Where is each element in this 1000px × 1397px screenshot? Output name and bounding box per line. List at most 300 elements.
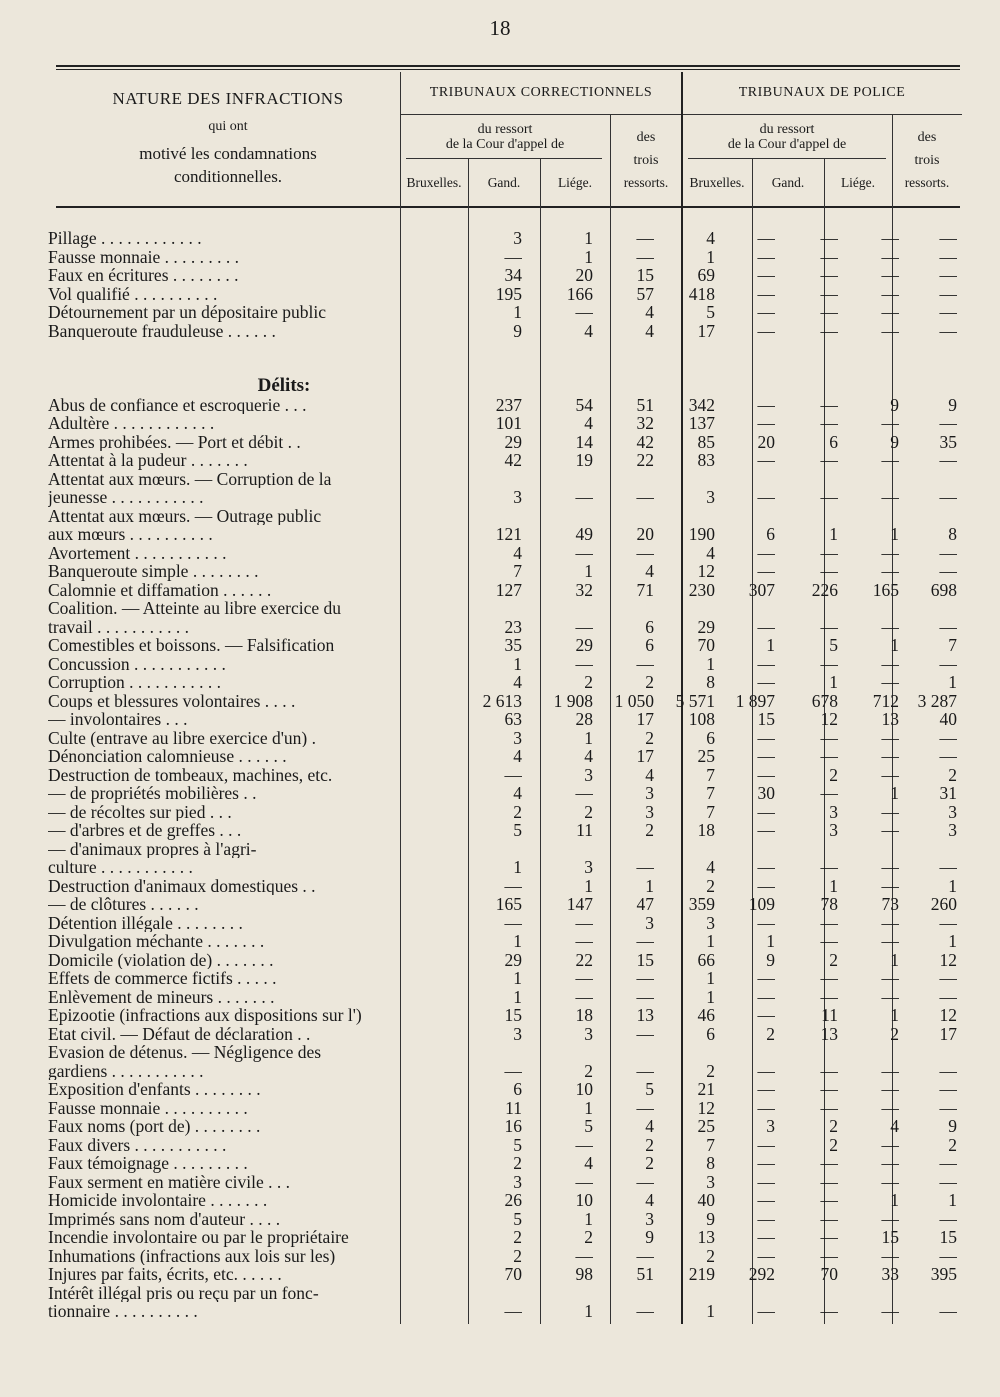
page-number: 18: [489, 16, 511, 40]
cell-col-4: 25: [697, 1117, 715, 1136]
cell-col-4: 25: [697, 747, 715, 766]
cell-col-8: —: [939, 414, 957, 433]
cell-col-4: [654, 359, 715, 378]
cell-col-2: —: [575, 1172, 593, 1191]
table-row: [48, 636, 957, 655]
cell-col-1: 1: [513, 987, 522, 1006]
cell-col-2: 2: [584, 1061, 593, 1080]
cell-col-2: 1: [584, 876, 593, 895]
cell-col-1: —: [504, 1061, 522, 1080]
cell-col-4: 3: [706, 913, 715, 932]
infraction-label: Attentat aux mœurs. — Corruption de la: [48, 469, 332, 488]
cell-col-4: [654, 377, 715, 396]
cell-col-3: 2: [645, 728, 654, 747]
table-row: [48, 655, 957, 674]
cell-col-8: 3: [948, 821, 957, 840]
cell-col-8: —: [939, 987, 957, 1006]
cell-col-2: —: [575, 617, 593, 636]
cell-col-3: 3: [645, 1209, 654, 1228]
cell-col-4: 137: [688, 414, 715, 433]
cell-col-6: [775, 507, 838, 526]
cell-col-2: [522, 599, 593, 618]
infraction-label: — de récoltes sur pied . . .: [48, 802, 232, 821]
infraction-label: [48, 340, 460, 359]
cell-col-6: —: [820, 932, 838, 951]
cell-col-5: —: [757, 802, 775, 821]
infraction-label: Epizootie (infractions aux dispositions sur l'): [48, 1006, 362, 1025]
cell-col-5: —: [757, 1172, 775, 1191]
infraction-label: Destruction d'animaux domestiques . .: [48, 876, 316, 895]
cell-col-8: —: [939, 969, 957, 988]
cell-col-7: 1: [890, 1006, 899, 1025]
cell-col-3: —: [636, 247, 654, 266]
cell-col-3: 6: [645, 636, 654, 655]
cell-col-3: 71: [636, 580, 654, 599]
cell-col-8: 395: [930, 1265, 957, 1284]
cell-col-7: —: [881, 451, 899, 470]
cell-col-3: [593, 840, 654, 859]
cell-col-7: —: [881, 229, 899, 248]
cell-col-8: 12: [939, 950, 957, 969]
cell-col-6: 678: [811, 691, 838, 710]
cell-col-4: [654, 840, 715, 859]
cell-col-8: —: [939, 913, 957, 932]
cell-col-8: —: [939, 1154, 957, 1173]
ressort-line2-correctionnels: de la Cour d'appel de: [445, 137, 565, 152]
cell-col-4: [654, 599, 715, 618]
cell-col-5: [715, 340, 775, 359]
cell-col-4: 12: [697, 1098, 715, 1117]
table-row: [48, 599, 957, 618]
cell-col-5: —: [757, 765, 775, 784]
cell-col-7: —: [881, 876, 899, 895]
cell-col-4: 1: [706, 1302, 715, 1321]
cell-col-6: 6: [829, 432, 838, 451]
infraction-label: Imprimés sans nom d'auteur . . . .: [48, 1209, 281, 1228]
cell-col-3: 47: [636, 895, 654, 914]
infraction-label: Pillage . . . . . . . . . . . .: [48, 229, 202, 248]
cell-col-1: 121: [495, 525, 522, 544]
cell-col-6: [775, 470, 838, 489]
cell-col-6: [775, 599, 838, 618]
cell-col-7: —: [881, 303, 899, 322]
cell-col-7: 712: [872, 691, 899, 710]
table-row: [48, 1302, 957, 1321]
cell-col-7: 1: [890, 1191, 899, 1210]
cell-col-2: 3: [584, 858, 593, 877]
table-row: [48, 322, 957, 341]
cell-col-4: 85: [697, 432, 715, 451]
cell-col-6: 70: [820, 1265, 838, 1284]
cell-col-2: 1: [584, 247, 593, 266]
cell-col-2: 4: [584, 747, 593, 766]
cell-col-4: 342: [688, 395, 715, 414]
cell-col-5: 307: [748, 580, 775, 599]
cell-col-5: —: [757, 229, 775, 248]
cell-col-8: 260: [930, 895, 957, 914]
cell-col-7: —: [881, 765, 899, 784]
infraction-label: Détournement par un dépositaire public: [48, 303, 326, 322]
infraction-label: Faux divers . . . . . . . . . . .: [48, 1135, 227, 1154]
cell-col-2: 5: [584, 1117, 593, 1136]
cell-col-4: 1: [706, 987, 715, 1006]
cell-col-8: —: [939, 1302, 957, 1321]
cell-col-2: 10: [575, 1191, 593, 1210]
cell-col-6: —: [820, 284, 838, 303]
cell-col-1: —: [504, 913, 522, 932]
cell-col-4: 4: [706, 858, 715, 877]
cell-col-7: [838, 377, 899, 396]
cell-col-1: [460, 377, 522, 396]
cell-col-7: —: [881, 987, 899, 1006]
cell-col-5: —: [757, 821, 775, 840]
cell-col-1: [460, 1284, 522, 1303]
cell-col-3: 4: [645, 765, 654, 784]
infraction-label: Destruction de tombeaux, machines, etc.: [48, 765, 333, 784]
cell-col-8: [899, 340, 957, 359]
cell-col-6: —: [820, 229, 838, 248]
cell-col-6: —: [820, 1209, 838, 1228]
cell-col-4: 359: [688, 895, 715, 914]
cell-col-7: —: [881, 728, 899, 747]
table-row: [48, 507, 957, 526]
cell-col-3: 51: [636, 395, 654, 414]
infraction-label: — involontaires . . .: [48, 710, 188, 729]
cell-col-6: 78: [820, 895, 838, 914]
table-row: [48, 451, 957, 470]
cell-col-2: 32: [575, 580, 593, 599]
cell-col-8: —: [939, 321, 957, 340]
infraction-label: Dénonciation calomnieuse . . . . . .: [48, 747, 287, 766]
cell-col-6: 226: [811, 580, 838, 599]
infraction-label: Concussion . . . . . . . . . . .: [48, 654, 226, 673]
cell-col-2: 147: [566, 895, 593, 914]
cell-col-3: 2: [645, 673, 654, 692]
cell-col-6: 13: [820, 1024, 838, 1043]
cell-col-4: 9: [706, 1209, 715, 1228]
cell-col-8: [899, 1284, 957, 1303]
ressort-rule-correctionnels: [406, 158, 602, 159]
trois-correctionnels: trois: [633, 153, 659, 168]
cell-col-2: 18: [575, 1006, 593, 1025]
cell-col-3: [593, 359, 654, 378]
cell-col-6: —: [820, 321, 838, 340]
cell-col-6: —: [820, 562, 838, 581]
table-row: [48, 1265, 957, 1284]
cell-col-1: 26: [504, 1191, 522, 1210]
cell-col-4: 7: [706, 765, 715, 784]
cell-col-3: 2: [645, 1154, 654, 1173]
cell-col-1: 2: [513, 1154, 522, 1173]
infraction-label: Fausse monnaie . . . . . . . . .: [48, 247, 240, 266]
table-row: [48, 914, 957, 933]
cell-col-2: 166: [566, 284, 593, 303]
table-row: [48, 581, 957, 600]
cell-col-5: [715, 599, 775, 618]
infraction-label: — de clôtures . . . . . .: [48, 895, 199, 914]
cell-col-5: —: [757, 987, 775, 1006]
cell-col-7: —: [881, 266, 899, 285]
cell-col-3: 5: [645, 1080, 654, 1099]
cell-col-1: 237: [495, 395, 522, 414]
cell-col-3: 4: [645, 1191, 654, 1210]
cell-col-1: 7: [513, 562, 522, 581]
cell-col-2: —: [575, 913, 593, 932]
cell-col-7: [838, 840, 899, 859]
cell-col-5: —: [757, 284, 775, 303]
cell-col-5: —: [757, 747, 775, 766]
cell-col-3: —: [636, 1061, 654, 1080]
infraction-label: Intérêt illégal pris ou reçu par un fonc-: [48, 1283, 319, 1302]
cell-col-5: —: [757, 414, 775, 433]
cell-col-8: [899, 1043, 957, 1062]
cell-col-6: —: [820, 784, 838, 803]
cell-col-5: 15: [757, 710, 775, 729]
cell-col-3: 2: [645, 821, 654, 840]
cell-col-5: 2: [766, 1024, 775, 1043]
ressort-line1-correctionnels: du ressort: [477, 122, 533, 137]
table-row: [48, 1247, 957, 1266]
cell-col-8: 9: [948, 395, 957, 414]
cell-col-1: 5: [513, 1135, 522, 1154]
nature-title: NATURE DES INFRACTIONS: [112, 89, 344, 108]
infraction-label: Faux serment en matière civile . . .: [48, 1172, 291, 1191]
cell-col-1: [460, 340, 522, 359]
cell-col-5: 109: [748, 895, 775, 914]
cell-col-2: [522, 840, 593, 859]
cell-col-4: 70: [697, 636, 715, 655]
cell-col-1: [460, 1043, 522, 1062]
cell-col-5: 20: [757, 432, 775, 451]
cell-col-5: [715, 1043, 775, 1062]
cell-col-3: 13: [636, 1006, 654, 1025]
cell-col-7: 9: [890, 395, 899, 414]
cell-col-8: 12: [939, 1006, 957, 1025]
cell-col-5: 3: [766, 1117, 775, 1136]
sub-gand-police: Gand.: [771, 175, 805, 190]
cell-col-2: 28: [575, 710, 593, 729]
cell-col-5: —: [757, 1209, 775, 1228]
cell-col-5: 30: [757, 784, 775, 803]
cell-col-1: 42: [504, 451, 522, 470]
infraction-label: Armes prohibées. — Port et débit . .: [48, 432, 301, 451]
cell-col-3: 4: [645, 321, 654, 340]
top-rule-thin: [56, 69, 960, 70]
cell-col-5: —: [757, 247, 775, 266]
cell-col-3: 17: [636, 710, 654, 729]
table-row: [48, 1191, 957, 1210]
cell-col-2: 22: [575, 950, 593, 969]
cell-col-5: —: [757, 395, 775, 414]
cell-col-7: —: [881, 673, 899, 692]
cell-col-2: 4: [584, 321, 593, 340]
cell-col-8: —: [939, 858, 957, 877]
table-row: [48, 858, 957, 877]
infractions-table: [48, 229, 957, 1321]
cell-col-5: 6: [766, 525, 775, 544]
cell-col-7: 73: [881, 895, 899, 914]
infraction-label: Attentat à la pudeur . . . . . . .: [48, 451, 248, 470]
cell-col-8: 2: [948, 765, 957, 784]
table-row: [48, 1062, 957, 1081]
cell-col-1: 2: [513, 1246, 522, 1265]
table-row: [48, 1080, 957, 1099]
cell-col-6: —: [820, 266, 838, 285]
cell-col-5: —: [757, 303, 775, 322]
cell-col-3: —: [636, 858, 654, 877]
infraction-label: Fausse monnaie . . . . . . . . . .: [48, 1098, 248, 1117]
cell-col-1: 70: [504, 1265, 522, 1284]
cell-col-5: —: [757, 1135, 775, 1154]
cell-col-4: 4: [706, 543, 715, 562]
cell-col-4: 83: [697, 451, 715, 470]
cell-col-7: —: [881, 562, 899, 581]
cell-col-1: —: [504, 1302, 522, 1321]
infraction-label: — d'arbres et de greffes . . .: [48, 821, 242, 840]
cell-col-3: 42: [636, 432, 654, 451]
cell-col-6: —: [820, 747, 838, 766]
cell-col-5: [715, 507, 775, 526]
infraction-label: gardiens . . . . . . . . . . .: [48, 1061, 204, 1080]
cell-col-4: 108: [688, 710, 715, 729]
cell-col-1: 29: [504, 432, 522, 451]
cell-col-6: 12: [820, 710, 838, 729]
cell-col-7: 1: [890, 950, 899, 969]
cell-col-6: —: [820, 728, 838, 747]
cell-col-4: 1: [706, 654, 715, 673]
cell-col-5: —: [757, 1080, 775, 1099]
cell-col-8: —: [939, 229, 957, 248]
cell-col-4: 7: [706, 802, 715, 821]
infraction-label: — d'animaux propres à l'agri-: [48, 839, 257, 858]
cell-col-1: 11: [505, 1098, 522, 1117]
cell-col-3: 32: [636, 414, 654, 433]
cell-col-3: 2: [645, 1135, 654, 1154]
infraction-label: Etat civil. — Défaut de déclaration . .: [48, 1024, 311, 1043]
cell-col-7: 2: [890, 1024, 899, 1043]
cell-col-2: 3: [584, 765, 593, 784]
cell-col-2: —: [575, 654, 593, 673]
cell-col-3: 4: [645, 303, 654, 322]
cell-col-7: [838, 470, 899, 489]
cell-col-5: 1 897: [735, 691, 775, 710]
cell-col-4: 8: [706, 1154, 715, 1173]
cell-col-5: 292: [748, 1265, 775, 1284]
cell-col-8: 15: [939, 1228, 957, 1247]
cell-col-2: —: [575, 784, 593, 803]
cell-col-6: —: [820, 1080, 838, 1099]
cell-col-8: [899, 840, 957, 859]
cell-col-7: 9: [890, 432, 899, 451]
table-row: [48, 1154, 957, 1173]
cell-col-6: —: [820, 303, 838, 322]
cell-col-2: 1: [584, 562, 593, 581]
cell-col-7: —: [881, 1302, 899, 1321]
infraction-label: Exposition d'enfants . . . . . . . .: [48, 1080, 261, 1099]
cell-col-1: 1: [513, 654, 522, 673]
cell-col-7: —: [881, 1246, 899, 1265]
cell-col-2: 1: [584, 1209, 593, 1228]
cell-col-8: 35: [939, 432, 957, 451]
cell-col-3: 22: [636, 451, 654, 470]
ressort-line1-police: du ressort: [759, 122, 815, 137]
cell-col-3: —: [636, 1246, 654, 1265]
cell-col-4: 2: [706, 1061, 715, 1080]
cell-col-4: 13: [697, 1228, 715, 1247]
cell-col-6: —: [820, 1061, 838, 1080]
cell-col-6: —: [820, 488, 838, 507]
cell-col-1: 4: [513, 784, 522, 803]
cell-col-8: 1: [948, 1191, 957, 1210]
cell-col-4: 1: [706, 969, 715, 988]
table-row: [48, 932, 957, 951]
cell-col-7: [838, 359, 899, 378]
infraction-label: Inhumations (infractions aux lois sur les): [48, 1246, 336, 1265]
cell-col-8: —: [939, 303, 957, 322]
cell-col-1: —: [504, 765, 522, 784]
infraction-label: Evasion de détenus. — Négligence des: [48, 1043, 322, 1062]
table-row: [48, 1117, 957, 1136]
cell-col-1: 6: [513, 1080, 522, 1099]
cell-col-1: 3: [513, 1172, 522, 1191]
cell-col-8: —: [939, 247, 957, 266]
cell-col-5: —: [757, 321, 775, 340]
table-row: [48, 1228, 957, 1247]
table-row: [48, 729, 957, 748]
cell-col-4: [654, 340, 715, 359]
cell-col-8: —: [939, 562, 957, 581]
cell-col-3: 4: [645, 1117, 654, 1136]
cell-col-8: 1: [948, 876, 957, 895]
cell-col-4: 46: [697, 1006, 715, 1025]
cell-col-2: 11: [576, 821, 593, 840]
cell-col-6: 5: [829, 636, 838, 655]
section-heading-row: [48, 377, 957, 396]
cell-col-7: —: [881, 284, 899, 303]
cell-col-1: 101: [495, 414, 522, 433]
cell-col-2: 2: [584, 802, 593, 821]
cell-col-8: 2: [948, 1135, 957, 1154]
cell-col-2: 3: [584, 1024, 593, 1043]
cell-col-8: —: [939, 728, 957, 747]
cell-col-3: 3: [645, 802, 654, 821]
cell-col-8: 3 287: [917, 691, 957, 710]
table-row: [48, 1043, 957, 1062]
cell-col-1: 5: [513, 1209, 522, 1228]
cell-col-8: —: [939, 1246, 957, 1265]
cell-col-6: —: [820, 858, 838, 877]
cell-col-7: —: [881, 543, 899, 562]
cell-col-5: —: [757, 1098, 775, 1117]
cell-col-2: 14: [575, 432, 593, 451]
section-heading: Délits:: [257, 377, 311, 396]
cell-col-2: [522, 470, 593, 489]
cell-col-5: 1: [766, 636, 775, 655]
table-row: [48, 766, 957, 785]
cell-col-4: 1: [706, 932, 715, 951]
cell-col-7: —: [881, 654, 899, 673]
cell-col-2: —: [575, 303, 593, 322]
cell-col-3: 3: [645, 784, 654, 803]
infraction-label: Homicide involontaire . . . . . . .: [48, 1191, 268, 1210]
cell-col-6: [775, 340, 838, 359]
infraction-label: travail . . . . . . . . . . .: [48, 617, 189, 636]
table-row: [48, 821, 957, 840]
cell-col-7: 1: [890, 636, 899, 655]
cell-col-3: —: [636, 654, 654, 673]
table-row: [48, 784, 957, 803]
cell-col-1: 3: [513, 229, 522, 248]
